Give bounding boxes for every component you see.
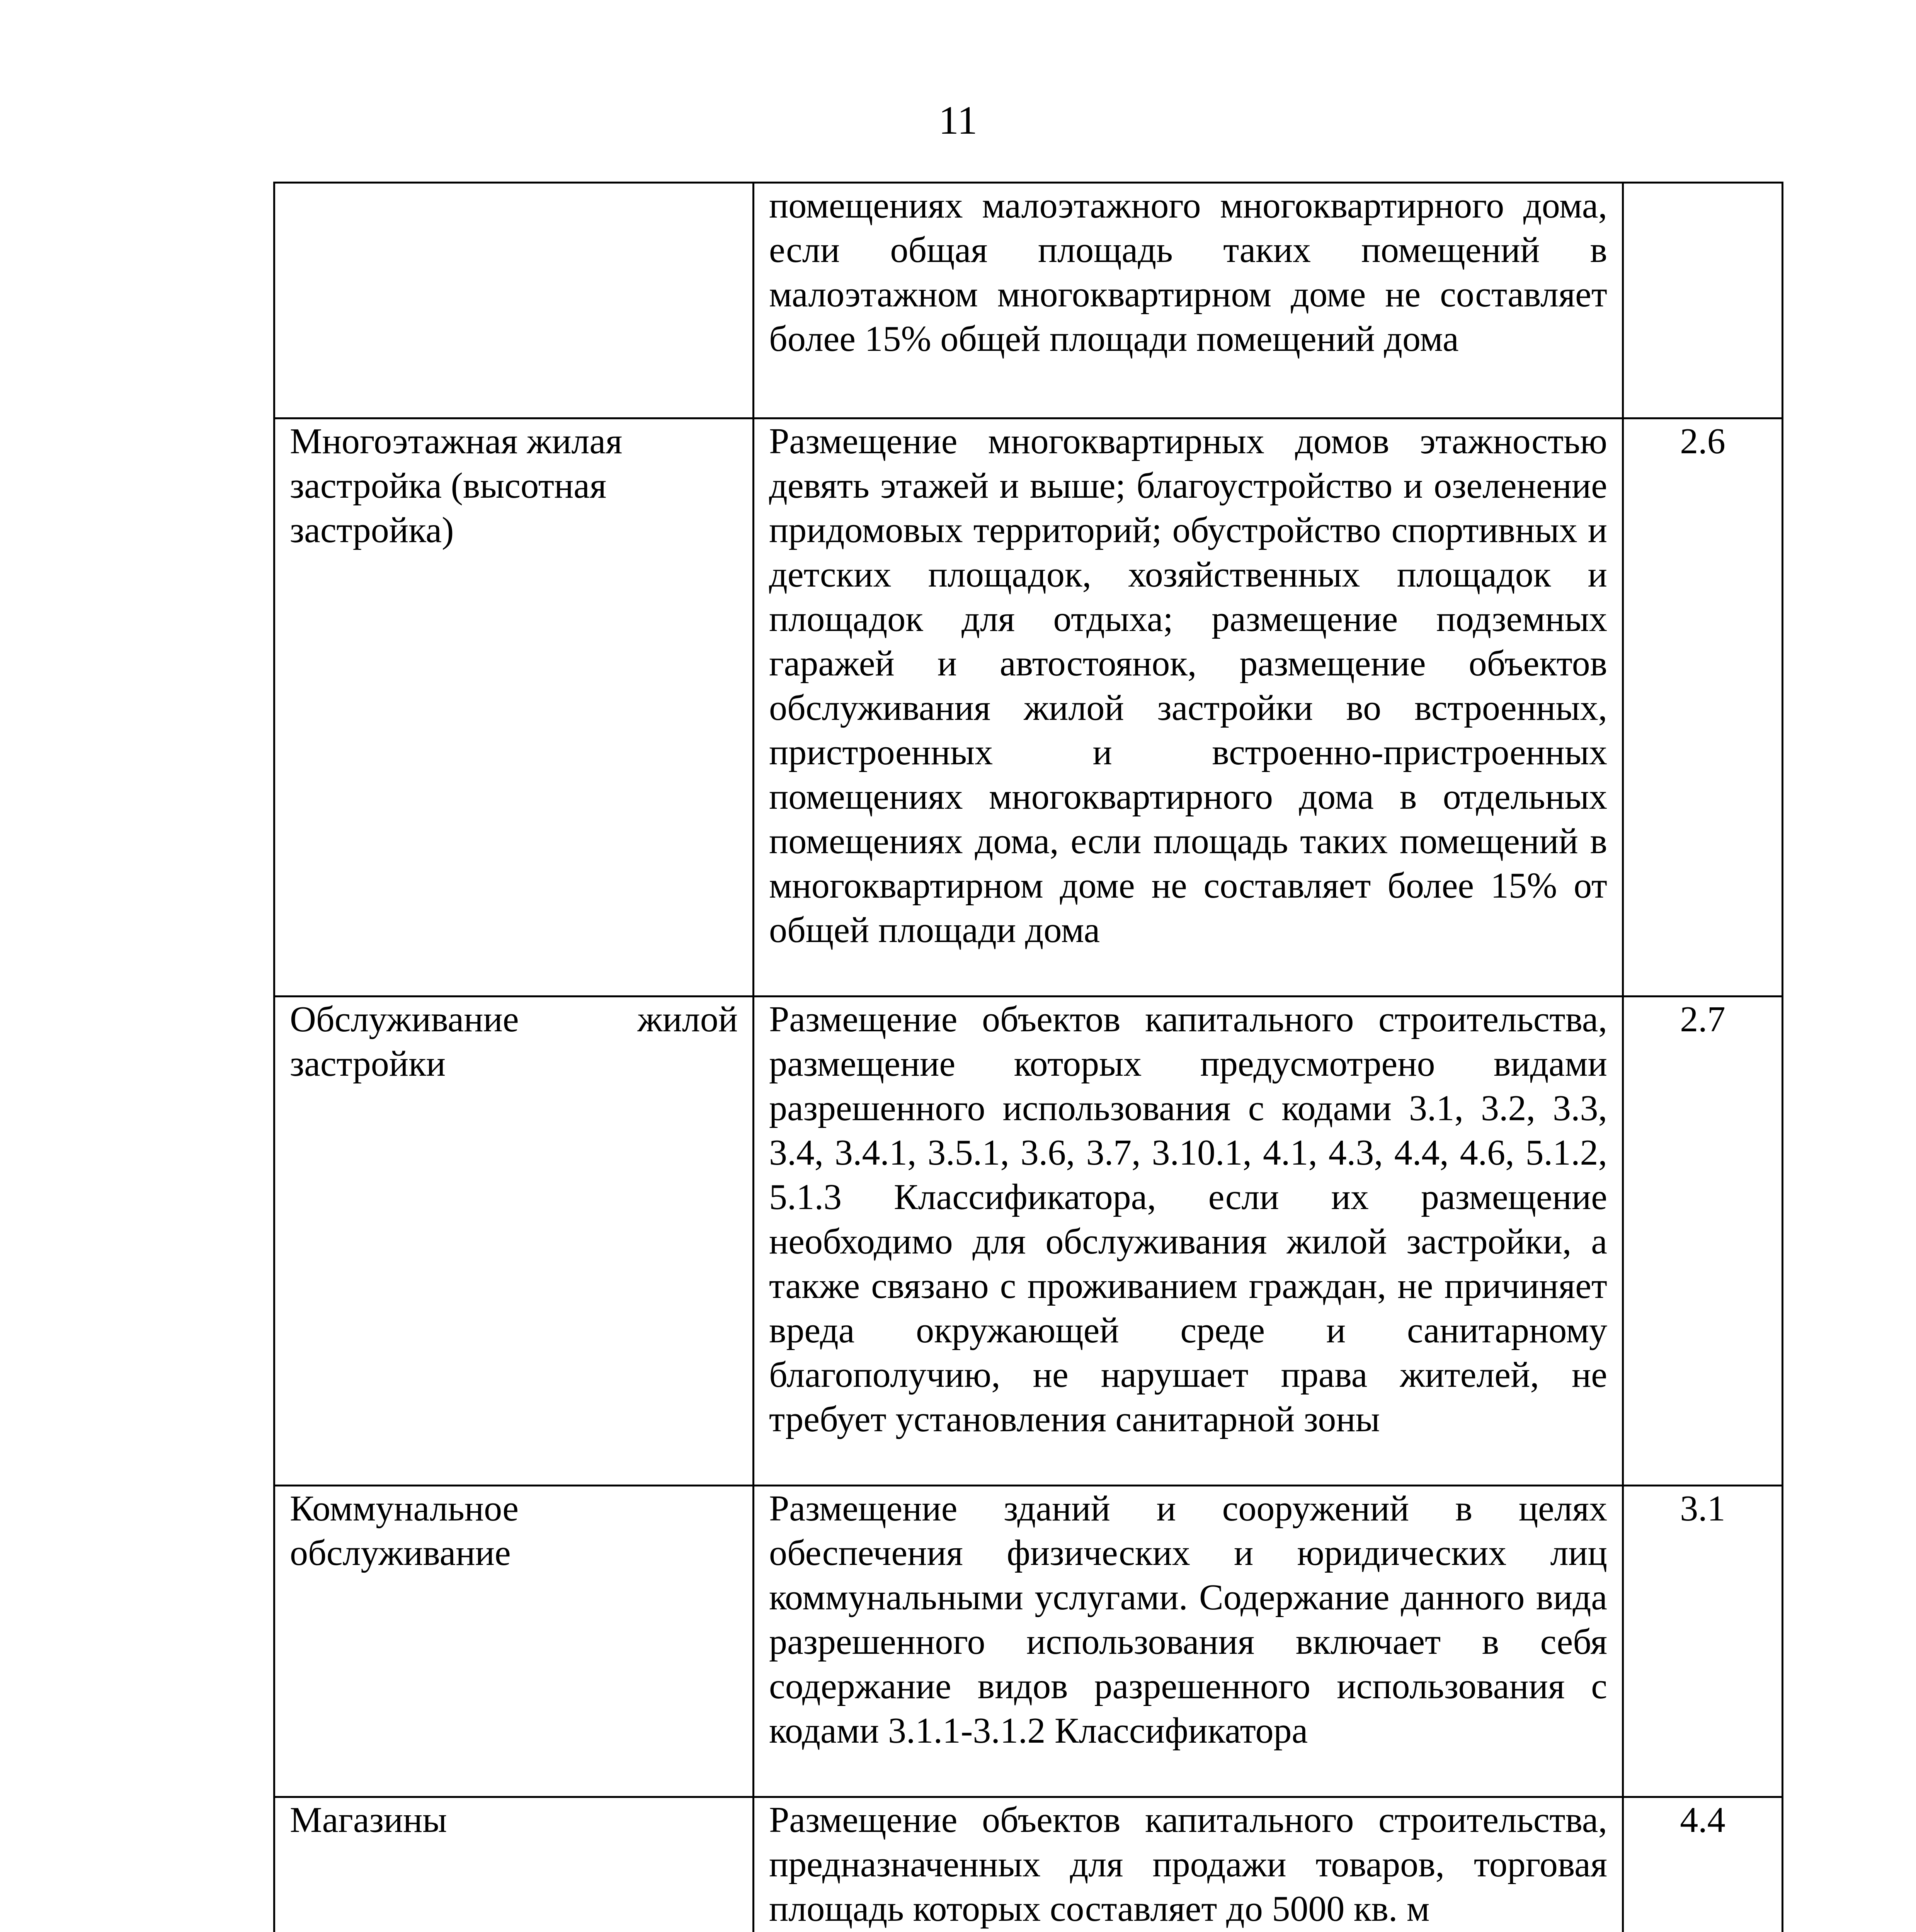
- use-type-description: Размещение объектов капитального строительства, размещение которых предусмотрено видами разрешенного использования с кодами 3.1, 3.2, 3.3, 3.4, 3.4.1, 3.5.1, 3.6, 3.7, 3.10.1, 4.1, 4.3, 4.4, 4.6, 5.1.2, 5.1.3 Классификатора, если их размещение необходимо для обслуживания жилой застройки, а также связано с проживанием граждан, не причиняет вреда окружающей среде и санитарному благополучию, не нарушает права жителей, не требует установления санитарной зоны: [754, 997, 1623, 1486]
- use-type-code: 3.1: [1623, 1486, 1783, 1797]
- use-type-description: помещениях малоэтажного многоквартирного дома, если общая площадь таких помещений в малоэтажном многоквартирном доме не составляет более 15% общей площади помещений дома: [754, 183, 1623, 418]
- table-row: [274, 418, 1783, 997]
- table-row: [274, 1486, 1783, 1797]
- use-type-name: Многоэтажная жилая застройка (высотная застройка): [274, 418, 754, 997]
- use-type-code: 2.6: [1623, 418, 1783, 997]
- use-type-code: 4.4: [1623, 1797, 1783, 1932]
- page-number: 11: [938, 98, 978, 143]
- use-type-description: Размещение зданий и сооружений в целях обеспечения физических и юридических лиц коммунальными услугами. Содержание данного вида разрешенного использования включает в себя содержание видов разрешенного использования с кодами 3.1.1-3.1.2 Классификатора: [754, 1486, 1623, 1797]
- use-type-name: Коммунальное обслуживание: [274, 1486, 754, 1797]
- use-type-name: Магазины: [274, 1797, 754, 1932]
- use-type-code: [1623, 183, 1783, 418]
- use-type-code: 2.7: [1623, 997, 1783, 1486]
- use-type-name: Обслуживание жилой застройки: [274, 997, 754, 1486]
- table-row: [274, 183, 1783, 418]
- permitted-use-table: [273, 182, 1783, 1932]
- table-row: [274, 997, 1783, 1486]
- use-type-name: [274, 183, 754, 418]
- use-type-description: Размещение объектов капитального строительства, предназначенных для продажи товаров, торговая площадь которых составляет до 5000 кв. м: [754, 1797, 1623, 1932]
- table-row: [274, 1797, 1783, 1932]
- use-type-description: Размещение многоквартирных домов этажностью девять этажей и выше; благоустройство и озеленение придомовых территорий; обустройство спортивных и детских площадок, хозяйственных площадок и площадок для отдыха; размещение подземных гаражей и автостоянок, размещение объектов обслуживания жилой застройки во встроенных, пристроенных и встроенно-пристроенных помещениях многоквартирного дома в отдельных помещениях дома, если площадь таких помещений в многоквартирном доме не составляет более 15% от общей площади дома: [754, 418, 1623, 997]
